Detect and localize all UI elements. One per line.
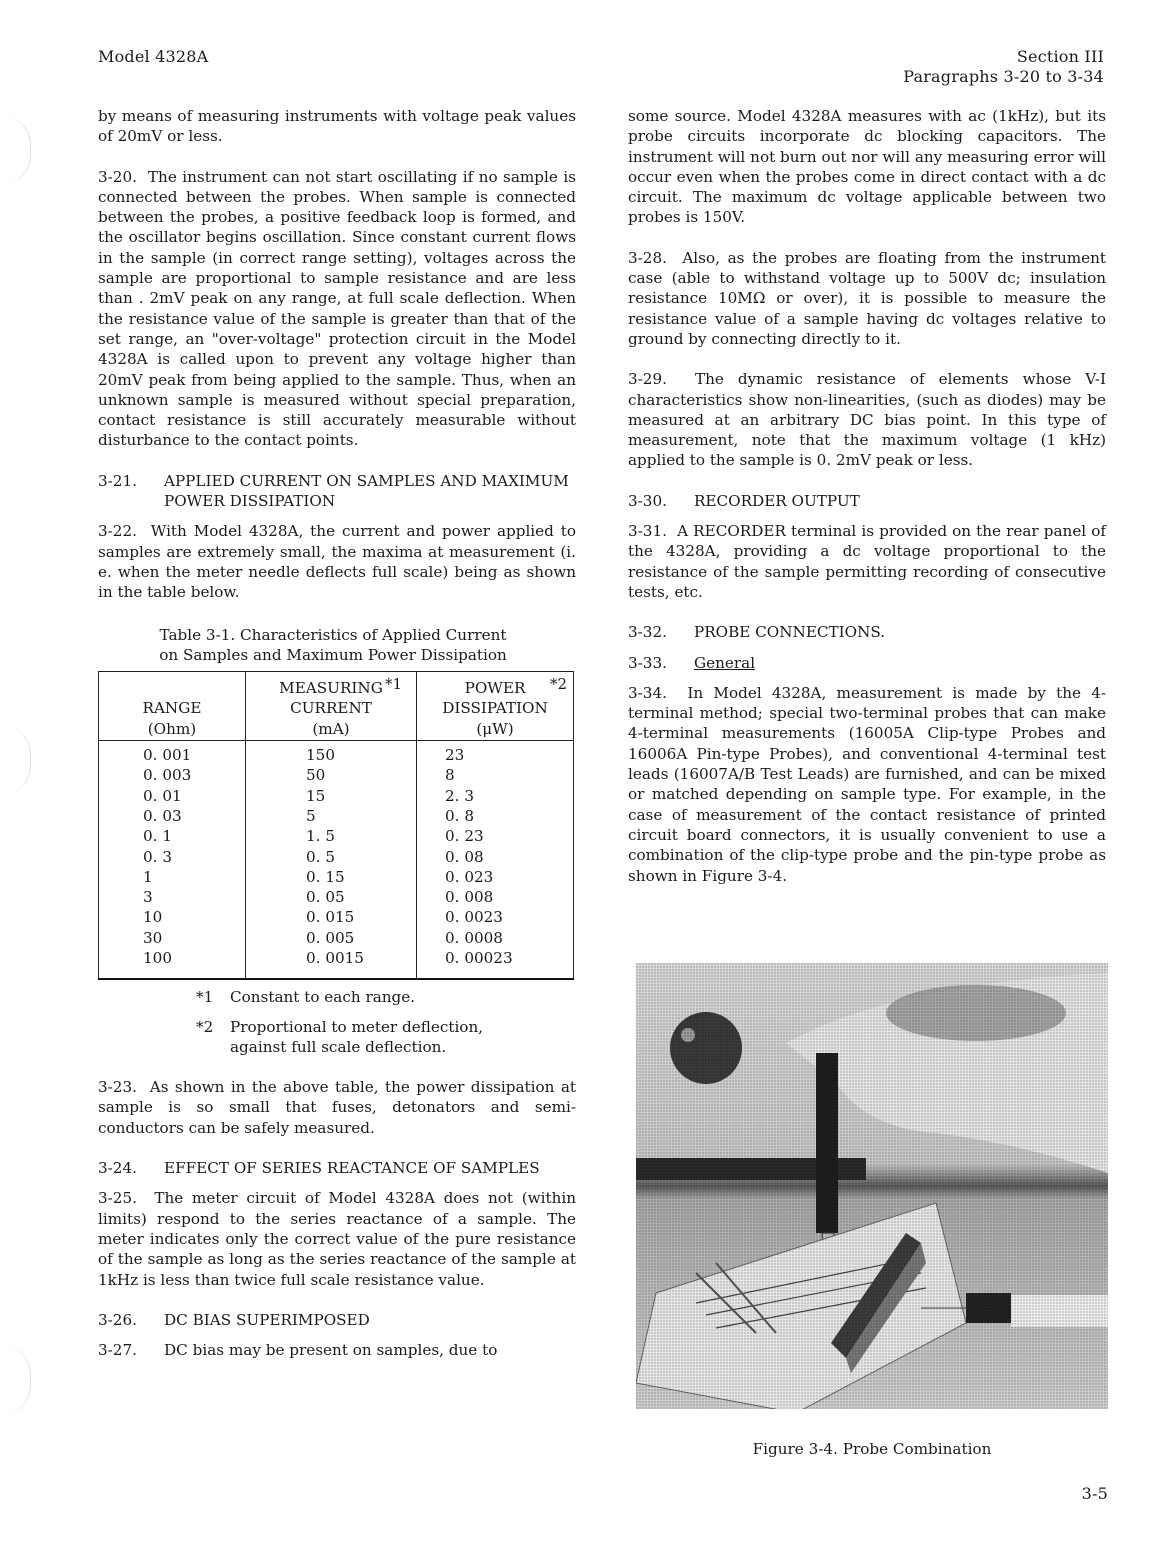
table-cell: 30	[143, 928, 163, 947]
footnote-text: Constant to each range.	[230, 988, 416, 1007]
paragraph-3-31	[628, 521, 1106, 602]
header-line: (Ohm)	[147, 719, 197, 738]
photo-illustration	[636, 963, 1108, 1409]
paragraph-3-20	[98, 167, 576, 451]
header-line: MEASURING	[279, 679, 383, 698]
paragraph-text: With Model 4328A, the current and power applied to samples are extremely small, the maxima at measurement (i. e. when the meter needle deflects full scale) being as shown in the table below.	[98, 522, 577, 602]
heading-3-21	[98, 471, 576, 512]
table-cell: 5	[306, 806, 316, 825]
table-caption-line: on Samples and Maximum Power Dissipation	[159, 645, 507, 664]
heading-number: 3-30.	[628, 491, 667, 510]
table-cell: 3	[143, 888, 153, 907]
paragraph-text: The instrument can not start oscillating if no sample is connected between the probes. When sample is connected between the probes, a positive feedback loop is formed, and the oscillator begins oscillation. Since constant current flows in the sample (in correct range setting), voltages across the sample are proportional to sample resistance and are less than . 2mV peak on any range, at full scale deflection. When the resistance value of the sample is greater than that of the set range, an "over-voltage" protection circuit in the Model 4328A is called upon to prevent any voltage higher than 20mV peak from being applied to the sample. Thus, when an unknown sample is measured without special preparation, contact resistance is still accurately measurable without disturbance to the contact points.	[98, 167, 577, 450]
table-cell: 0. 023	[445, 867, 494, 886]
table-cell: 0. 8	[445, 806, 474, 825]
paragraph-3-23	[98, 1077, 576, 1138]
table-cell: 100	[143, 948, 172, 967]
heading-number: 3-26.	[98, 1310, 137, 1329]
table-cell: 0. 003	[143, 766, 192, 785]
table-cell: 1	[143, 867, 153, 886]
header-line: POWER	[464, 679, 526, 698]
paragraph-number: 3-31.	[628, 522, 667, 541]
table-cell: 0. 03	[143, 806, 182, 825]
table-cell: 0. 3	[143, 847, 172, 866]
power-column	[417, 741, 574, 980]
heading-3-32	[628, 622, 1106, 642]
table-cell: 0. 001	[143, 746, 192, 765]
table-cell: 0. 5	[306, 847, 335, 866]
table-cell: 10	[143, 908, 163, 927]
heading-3-24	[98, 1158, 576, 1178]
table-cell: 0. 15	[306, 867, 345, 886]
paragraph-text: As shown in the above table, the power dissipation at sample is so small that fuses, detonators and semi-conductors can be safely measured.	[98, 1078, 576, 1137]
header-line: (μW)	[476, 719, 514, 738]
paragraph-number: 3-29.	[628, 370, 667, 389]
header-line: CURRENT	[290, 699, 372, 718]
table-cell: 15	[306, 786, 326, 805]
table-cell: 0. 08	[445, 847, 484, 866]
footnote-text: against full scale deflection.	[230, 1037, 447, 1056]
table-cell: 1. 5	[306, 827, 335, 846]
heading-3-30	[628, 491, 1106, 511]
table-cell: 0. 005	[306, 928, 355, 947]
footnote	[196, 987, 576, 1007]
heading-number: 3-32.	[628, 623, 667, 642]
intro-paragraph: by means of measuring instruments with voltage peak values of 20mV or less.	[98, 107, 576, 146]
paragraph-text: Also, as the probes are floating from the instrument case (able to withstand voltage up to 500V dc; insulation resistance 10MΩ or over), it is possible to measure the resistance value of a sample having dc voltages relative to ground by connecting directly to it.	[628, 248, 1106, 348]
heading-text: General	[694, 653, 756, 672]
footnote-marker: *1	[384, 675, 402, 694]
header-range	[99, 672, 246, 741]
heading-text: RECORDER OUTPUT	[694, 491, 860, 510]
table-cell: 0. 1	[143, 827, 172, 846]
paragraph-text: The dynamic resistance of elements whose V-I characteristics show non-linearities, (such as diodes) may be measured at an arbitrary DC bias point. In this type of measurement, note that the maximum voltage (1 kHz) applied to the sample is 0. 2mV peak or less.	[628, 370, 1106, 470]
footnote-marker: *2	[549, 675, 567, 694]
heading-3-33	[628, 653, 1106, 673]
header-measuring-current	[246, 672, 417, 741]
paragraph-number: 3-20.	[98, 167, 137, 186]
table-cell: 0. 05	[306, 888, 345, 907]
heading-3-26	[98, 1310, 576, 1330]
table-cell: 0. 00023	[445, 948, 513, 967]
table-footnotes	[98, 987, 576, 1057]
paragraph-3-28	[628, 248, 1106, 349]
current-column	[246, 741, 417, 980]
left-column	[98, 106, 576, 1360]
heading-text: APPLIED CURRENT ON SAMPLES AND MAXIMUM POWER DISSIPATION	[164, 471, 569, 511]
paragraph-number: 3-25.	[98, 1189, 137, 1208]
footnote-text: Proportional to meter deflection,	[230, 1017, 484, 1036]
footnote-mark: *2	[196, 1017, 214, 1036]
characteristics-table	[98, 671, 574, 980]
paragraph-3-27-continued: some source. Model 4328A measures with ac (1kHz), but its probe circuits incorporate dc blocking capacitors. The instrument will not burn out nor will any measuring error will occur even when the probes come in direct contact with a dc circuit. The maximum dc voltage applicable between two probes is 150V.	[628, 107, 1106, 227]
paragraph-number: 3-22.	[98, 522, 137, 541]
table-cell: 0. 015	[306, 908, 355, 927]
page-number: 3-5	[1081, 1484, 1108, 1503]
paragraph-text: DC bias may be present on samples, due to	[164, 1341, 498, 1360]
paragraph-text: In Model 4328A, measurement is made by the 4-terminal method; special two-terminal probes that can make 4-terminal measurements (16005A Clip-type Probes and 16006A Pin-type Probes), and conventional 4-terminal test leads (16007A/B Test Leads) are furnished, and can be mixed or matched depending on sample type. For example, in the case of measurement of the contact resistance of printed circuit board connectors, it is usually convenient to use a combination of the clip-type probe and the pin-type probe as shown in Figure 3-4.	[628, 683, 1106, 885]
binding-hole-mark	[0, 115, 31, 185]
paragraph-number: 3-28.	[628, 248, 667, 267]
binding-hole-mark	[0, 1345, 31, 1415]
paragraph-number: 3-34.	[628, 683, 667, 702]
table-cell: 50	[306, 766, 326, 785]
heading-number: 3-24.	[98, 1159, 137, 1178]
table-cell: 2. 3	[445, 786, 474, 805]
table-cell: 8	[445, 766, 455, 785]
binding-hole-mark	[0, 725, 31, 795]
table-cell: 23	[445, 746, 465, 765]
table-cell: 0. 23	[445, 827, 484, 846]
table-cell: 0. 0015	[306, 948, 364, 967]
table-cell: 150	[306, 746, 335, 765]
header-section: Section III	[1016, 47, 1104, 66]
table-caption-line: Table 3-1. Characteristics of Applied Current	[159, 625, 507, 644]
heading-text: PROBE CONNECTIONS.	[694, 623, 886, 642]
heading-number: 3-33.	[628, 653, 667, 672]
heading-text: EFFECT OF SERIES REACTANCE OF SAMPLES	[164, 1159, 540, 1178]
paragraph-3-34	[628, 683, 1106, 886]
paragraph-number: 3-27.	[98, 1341, 137, 1360]
right-column	[628, 106, 1106, 886]
table-cell: 0. 008	[445, 888, 494, 907]
paragraph-3-27	[98, 1340, 576, 1360]
header-line: (mA)	[312, 719, 350, 738]
figure-caption: Figure 3-4. Probe Combination	[752, 1440, 992, 1458]
header-model: Model 4328A	[98, 47, 209, 66]
header-paragraphs: Paragraphs 3-20 to 3-34	[903, 67, 1104, 86]
header-power-dissipation	[417, 672, 574, 741]
paragraph-text: The meter circuit of Model 4328A does not (within limits) respond to the series reactance of a sample. The meter indicates only the correct value of the pure resistance of the sample as long as the series reactance of the sample at 1kHz is less than twice full scale resistance value.	[98, 1189, 577, 1289]
paragraph-3-22	[98, 521, 576, 602]
paragraph-3-25	[98, 1188, 576, 1289]
range-column	[99, 741, 246, 980]
table-cell: 0. 0008	[445, 928, 503, 947]
paragraph-number: 3-23.	[98, 1078, 137, 1097]
table-cell: 0. 01	[143, 786, 182, 805]
paragraph-3-29	[628, 369, 1106, 470]
probe-combination-photo	[636, 963, 1108, 1409]
header-line: DISSIPATION	[442, 699, 548, 718]
heading-text: DC BIAS SUPERIMPOSED	[164, 1310, 370, 1329]
heading-number: 3-21.	[98, 471, 137, 490]
paragraph-text: A RECORDER terminal is provided on the rear panel of the 4328A, providing a dc voltage proportional to the resistance of the sample permitting recording of consecutive tests, etc.	[628, 522, 1107, 601]
table-cell: 0. 0023	[445, 908, 503, 927]
header-line: RANGE	[142, 699, 202, 718]
footnote	[196, 1017, 576, 1058]
footnote-mark: *1	[196, 988, 214, 1007]
table-caption	[98, 625, 568, 666]
